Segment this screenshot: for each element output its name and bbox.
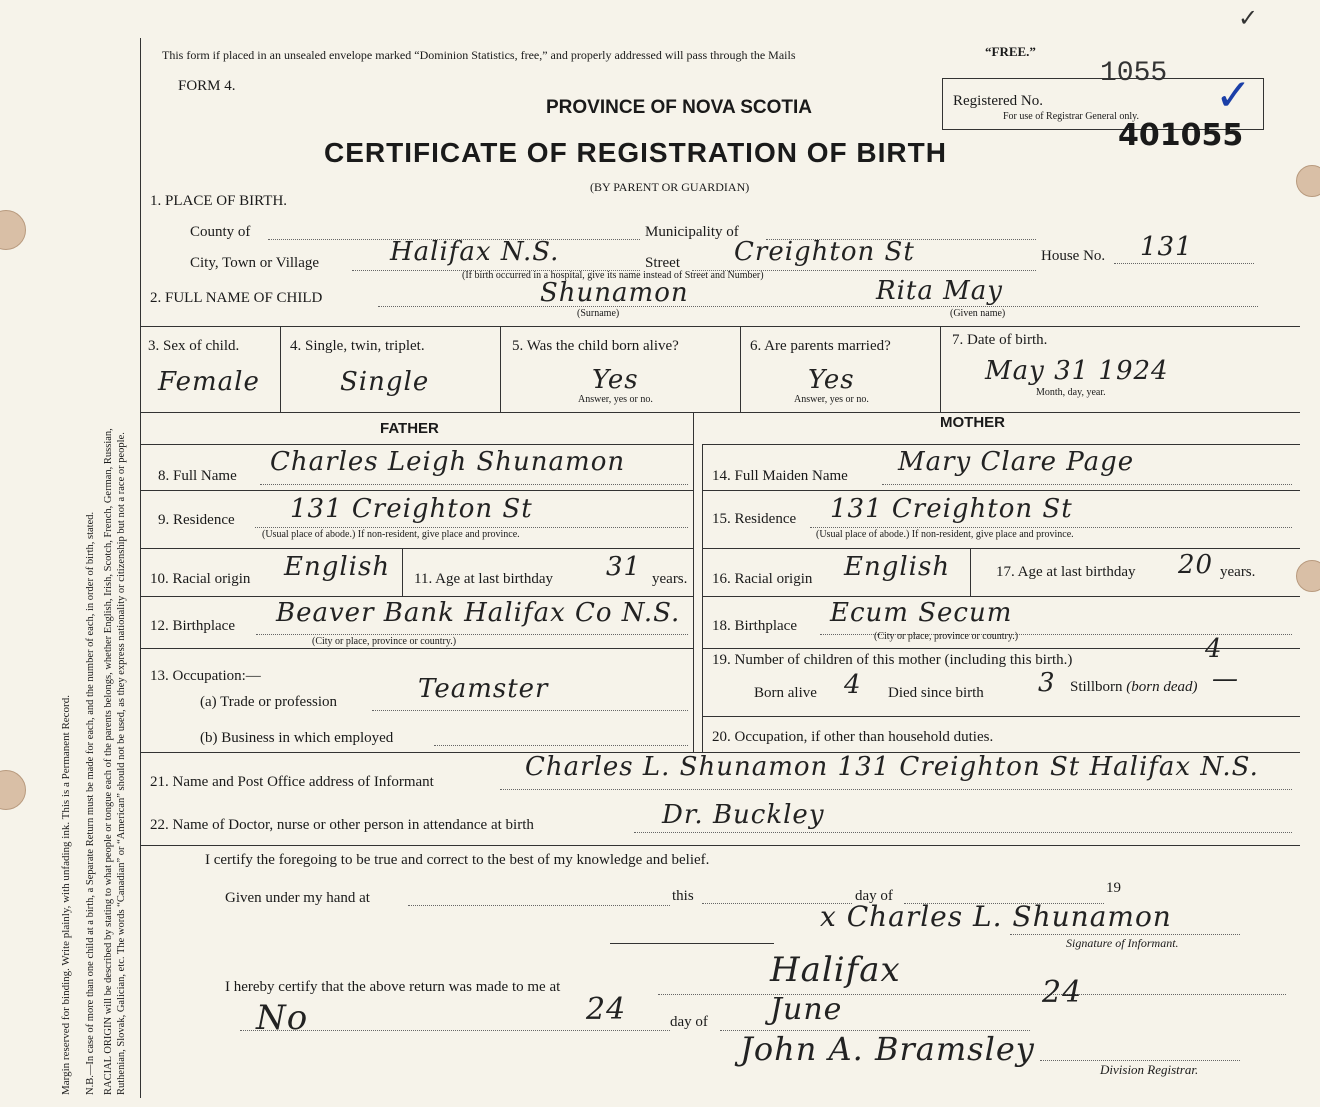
punch-hole: [0, 770, 26, 810]
died-since-birth-label: Died since birth: [888, 685, 984, 701]
this-label: this: [672, 888, 694, 904]
mother-residence-value: 131 Creighton St: [830, 494, 1073, 524]
registrar-note: For use of Registrar General only.: [1003, 111, 1139, 122]
born-alive-value: Yes: [592, 365, 639, 395]
year-prefix: 19: [1106, 880, 1121, 896]
punch-hole: [0, 210, 26, 250]
given-name-caption: (Given name): [950, 308, 1006, 319]
father-age-unit: years.: [652, 571, 688, 587]
parents-married-label: 6. Are parents married?: [750, 338, 891, 354]
margin-note-4: Ruthenian, Slovak, Galician, etc. The words “Canadian” or “American” should not be used, as they express nationality or citizenship but not a race or people.: [116, 432, 127, 1095]
margin-note-2: N.B.—In case of more than one child at a birth, a Separate Return must be made for each, and the number of each, in order of birth, stated.: [85, 511, 96, 1095]
dob-label: 7. Date of birth.: [952, 332, 1048, 348]
certify-statement: I certify the foregoing to be true and correct to the best of my knowledge and belief.: [205, 852, 710, 868]
day-of-label: day of: [855, 888, 893, 904]
mother-heading: MOTHER: [940, 414, 1005, 431]
father-trade-value: Teamster: [418, 674, 549, 704]
died-since-birth-value: 3: [1038, 668, 1056, 698]
father-birthplace-label: 12. Birthplace: [150, 618, 235, 634]
city-value: Halifax N.S.: [390, 237, 560, 267]
surname-caption: (Surname): [577, 308, 620, 319]
province-heading: PROVINCE OF NOVA SCOTIA: [546, 97, 813, 118]
mother-racial-label: 16. Racial origin: [712, 571, 813, 587]
father-residence-label: 9. Residence: [158, 512, 235, 528]
county-label: County of: [190, 224, 251, 240]
margin-note-3: RACIAL ORIGIN will be described by stating to what people or tongue each of the parents belongs, whether English, Irish, Scotch, French, German, Russian,: [103, 428, 114, 1095]
doctor-label: 22. Name of Doctor, nurse or other person in attendance at birth: [150, 817, 534, 833]
born-alive-count-label: Born alive: [754, 685, 817, 701]
given-under-hand-label: Given under my hand at: [225, 890, 370, 906]
form-number: FORM 4.: [178, 78, 236, 94]
mother-birthplace-caption: (City or place, province or country.): [874, 631, 1019, 642]
mother-age-label: 17. Age at last birthday: [996, 564, 1136, 580]
father-business-label: (b) Business in which employed: [200, 730, 394, 746]
parents-married-value: Yes: [808, 365, 855, 395]
father-age-label: 11. Age at last birthday: [414, 571, 553, 587]
corner-mark-icon: ✓: [1238, 4, 1259, 32]
sex-label: 3. Sex of child.: [148, 338, 240, 354]
registered-label: Registered No.: [953, 93, 1043, 109]
dob-caption: Month, day, year.: [1036, 387, 1106, 398]
street-value: Creighton St: [734, 237, 915, 267]
stillborn-value: —: [1212, 664, 1239, 694]
sex-value: Female: [158, 367, 260, 397]
informant-signature: x Charles L. Shunamon: [820, 900, 1172, 933]
mother-age-value: 20: [1178, 550, 1214, 580]
plurality-value: Single: [340, 367, 430, 397]
mother-occupation-label: 20. Occupation, if other than household duties.: [712, 729, 994, 745]
mother-birthplace-label: 18. Birthplace: [712, 618, 797, 634]
division-registrar-caption: Division Registrar.: [1100, 1062, 1199, 1077]
place-of-birth-heading: 1. PLACE OF BIRTH.: [150, 193, 288, 209]
father-racial-value: English: [284, 552, 391, 582]
registration-month-value: June: [770, 992, 843, 1027]
registration-day-value: 24: [586, 992, 627, 1027]
parents-married-caption: Answer, yes or no.: [794, 394, 869, 405]
mailing-notice: This form if placed in an unsealed envelope marked “Dominion Statistics, free,” and properly addressed will pass through the Mails: [162, 48, 796, 62]
registrar-signature: John A. Bramsley: [740, 1030, 1035, 1068]
margin-note-1: Margin reserved for binding. Write plainly, with unfading ink. This is a Permanent Record.: [60, 695, 72, 1095]
registration-year-value: 24: [1042, 975, 1083, 1010]
city-label: City, Town or Village: [190, 255, 320, 271]
check-mark-icon: ✓: [1215, 70, 1252, 121]
child-surname-value: Shunamon: [540, 278, 689, 308]
registration-place-value: Halifax: [770, 950, 901, 990]
informant-label: 21. Name and Post Office address of Informant: [150, 774, 434, 790]
father-residence-value: 131 Creighton St: [290, 494, 533, 524]
father-birthplace-value: Beaver Bank Halifax Co N.S.: [276, 598, 681, 628]
house-number-label: House No.: [1041, 248, 1106, 264]
page-subtitle: (BY PARENT OR GUARDIAN): [590, 180, 750, 194]
father-name-label: 8. Full Name: [158, 468, 237, 484]
plurality-label: 4. Single, twin, triplet.: [290, 338, 425, 354]
child-name-label: 2. FULL NAME OF CHILD: [150, 290, 323, 306]
father-racial-label: 10. Racial origin: [150, 571, 251, 587]
stamp-number: 1055: [1100, 58, 1168, 89]
born-alive-label: 5. Was the child born alive?: [512, 338, 679, 354]
mother-birthplace-value: Ecum Secum: [830, 598, 1013, 628]
dob-value: May 31 1924: [985, 356, 1169, 386]
mother-children-label: 19. Number of children of this mother (including this birth.): [712, 652, 1073, 668]
mother-residence-label: 15. Residence: [712, 511, 797, 527]
father-trade-label: (a) Trade or profession: [200, 694, 338, 710]
registrar-statement: I hereby certify that the above return was made to me at: [225, 979, 561, 995]
mother-name-label: 14. Full Maiden Name: [712, 468, 848, 484]
child-given-name-value: Rita May: [876, 276, 1003, 306]
mother-children-value: 4: [1205, 634, 1223, 664]
hospital-note: (If birth occurred in a hospital, give its name instead of Street and Number): [462, 270, 764, 281]
father-age-value: 31: [606, 552, 642, 582]
mother-residence-caption: (Usual place of abode.) If non-resident, give place and province.: [816, 529, 1074, 540]
father-heading: FATHER: [380, 420, 439, 437]
form-left-border: [140, 38, 141, 1098]
father-occupation-label: 13. Occupation:—: [150, 668, 261, 684]
informant-signature-caption: Signature of Informant.: [1066, 936, 1179, 950]
handwritten-number: 401055: [1118, 118, 1244, 153]
registrar-initials: No: [256, 998, 309, 1038]
page-title: CERTIFICATE OF REGISTRATION OF BIRTH: [324, 137, 947, 168]
informant-value: Charles L. Shunamon 131 Creighton St Halifax N.S.: [525, 752, 1259, 782]
father-birthplace-caption: (City or place, province or country.): [312, 636, 457, 647]
mother-age-unit: years.: [1220, 564, 1256, 580]
free-label: “FREE.”: [985, 44, 1036, 59]
father-name-value: Charles Leigh Shunamon: [270, 447, 626, 477]
stillborn-label: Stillborn (born dead): [1070, 679, 1198, 695]
doctor-value: Dr. Buckley: [662, 800, 825, 830]
registration-day-of-label: day of: [670, 1014, 708, 1030]
street-label: Street: [645, 255, 680, 271]
father-residence-caption: (Usual place of abode.) If non-resident, give place and province.: [262, 529, 520, 540]
mother-name-value: Mary Clare Page: [898, 447, 1135, 477]
born-alive-count-value: 4: [844, 670, 862, 700]
municipality-label: Municipality of: [645, 224, 739, 240]
punch-hole: [1296, 560, 1320, 592]
punch-hole: [1296, 165, 1320, 197]
born-alive-caption: Answer, yes or no.: [578, 394, 653, 405]
mother-racial-value: English: [844, 552, 951, 582]
house-number-value: 131: [1140, 232, 1193, 262]
